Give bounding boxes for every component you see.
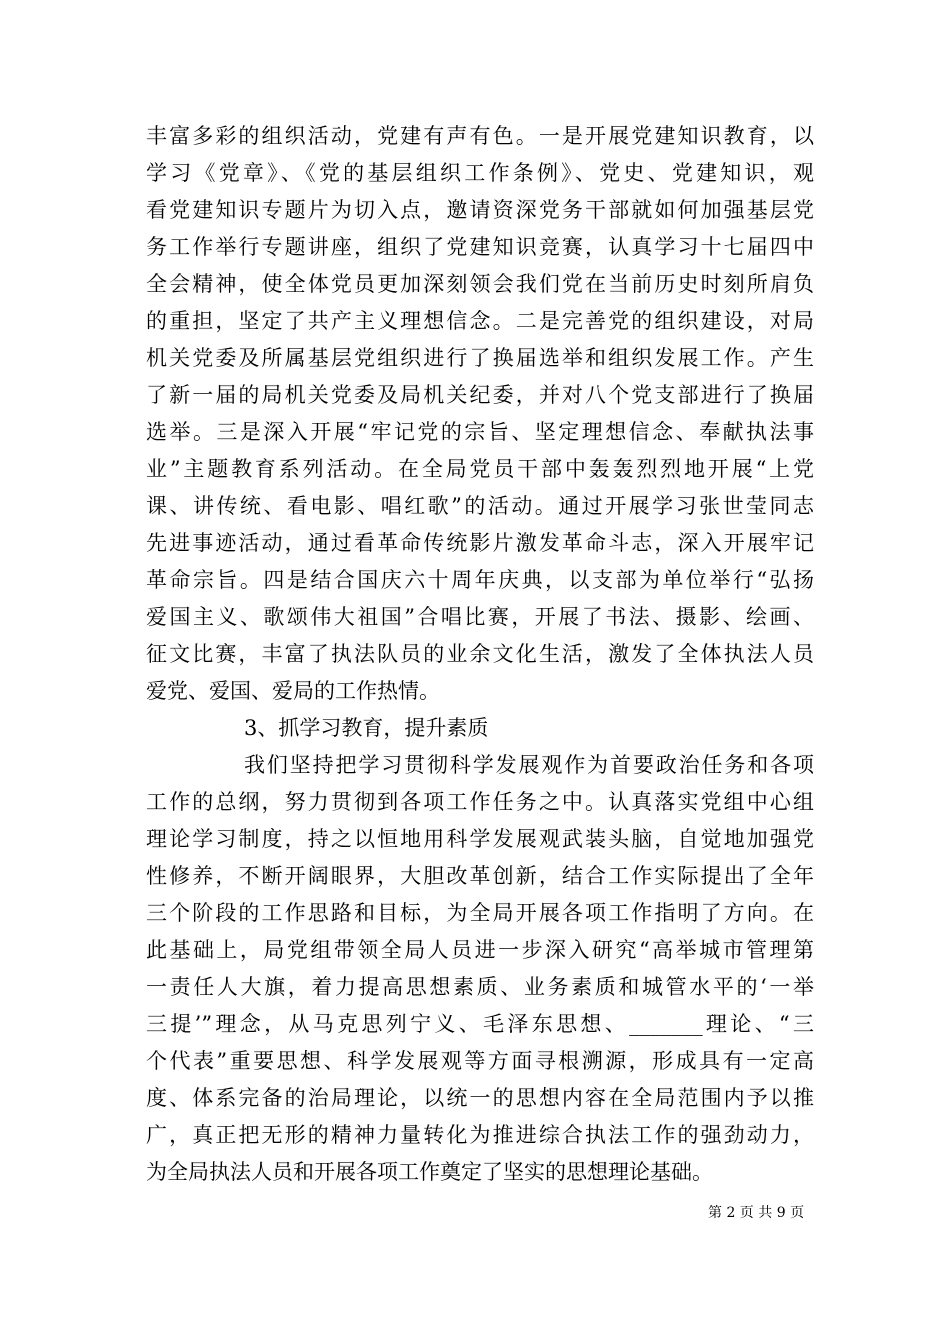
paragraph-party-activities (146, 118, 814, 710)
text-line: 看党建知识专题片为切入点，邀请资深党务干部就如何加强基层党 (146, 198, 814, 222)
page-number: 第 2 页 共 9 页 (708, 1205, 805, 1221)
text-line: 性修养，不断开阔眼界，大胆改革创新，结合工作实际提出了全年 (146, 864, 814, 888)
text-line: 务工作举行专题讲座，组织了党建知识竞赛，认真学习十七届四中 (146, 235, 814, 259)
text-line: 机关党委及所属基层党组织进行了换届选举和组织发展工作。产生 (146, 346, 814, 370)
text-line: 了新一届的局机关党委及局机关纪委，并对八个党支部进行了换届 (146, 383, 814, 407)
text-line: 为全局执法人员和开展各项工作奠定了坚实的思想理论基础。 (146, 1160, 713, 1184)
text-line: 个代表”重要思想、科学发展观等方面寻根溯源，形成具有一定高 (146, 1049, 814, 1073)
text-line: 工作的总纲，努力贯彻到各项工作任务之中。认真落实党组中心组 (146, 790, 814, 814)
text-line: 理论学习制度，持之以恒地用科学发展观武装头脑，自觉地加强党 (146, 827, 814, 851)
text-line: 全会精神，使全体党员更加深刻领会我们党在当前历史时刻所肩负 (146, 272, 814, 296)
text-line: 爱国主义、歌颂伟大祖国”合唱比赛，开展了书法、摄影、绘画、 (146, 605, 814, 629)
text-line: 三提’”理念，从马克思列宁义、毛泽东思想、_______理论、“三 (146, 1012, 814, 1036)
text-line: 学习《党章》、《党的基层组织工作条例》、党史、党建知识，观 (146, 161, 814, 185)
text-line: 丰富多彩的组织活动，党建有声有色。一是开展党建知识教育，以 (146, 124, 814, 148)
text-line: 选举。三是深入开展“牢记党的宗旨、坚定理想信念、奉献执法事 (146, 420, 814, 444)
text-line: 我们坚持把学习贯彻科学发展观作为首要政治任务和各项 (244, 753, 814, 777)
text-line: 一责任人大旗，着力提高思想素质、业务素质和城管水平的‘一举 (146, 975, 814, 999)
text-line: 广，真正把无形的精神力量转化为推进综合执法工作的强劲动力， (146, 1123, 814, 1147)
text-line: 课、讲传统、看电影、唱红歌”的活动。通过开展学习张世莹同志 (146, 494, 814, 518)
section-heading: 3、抓学习教育，提升素质 (244, 716, 489, 740)
text-line: 此基础上，局党组带领全局人员进一步深入研究“高举城市管理第 (146, 938, 814, 962)
paragraph-study-education (146, 747, 814, 1191)
text-line: 革命宗旨。四是结合国庆六十周年庆典，以支部为单位举行“弘扬 (146, 568, 814, 592)
text-line: 三个阶段的工作思路和目标，为全局开展各项工作指明了方向。在 (146, 901, 814, 925)
text-line: 先进事迹活动，通过看革命传统影片激发革命斗志，深入开展牢记 (146, 531, 814, 555)
text-line: 征文比赛，丰富了执法队员的业余文化生活，激发了全体执法人员 (146, 642, 814, 666)
text-line: 度、体系完备的治局理论，以统一的思想内容在全局范围内予以推 (146, 1086, 814, 1110)
text-line: 的重担，坚定了共产主义理想信念。二是完善党的组织建设，对局 (146, 309, 814, 333)
text-line: 爱党、爱国、爱局的工作热情。 (146, 679, 440, 703)
text-line: 业”主题教育系列活动。在全局党员干部中轰轰烈烈地开展“上党 (146, 457, 814, 481)
